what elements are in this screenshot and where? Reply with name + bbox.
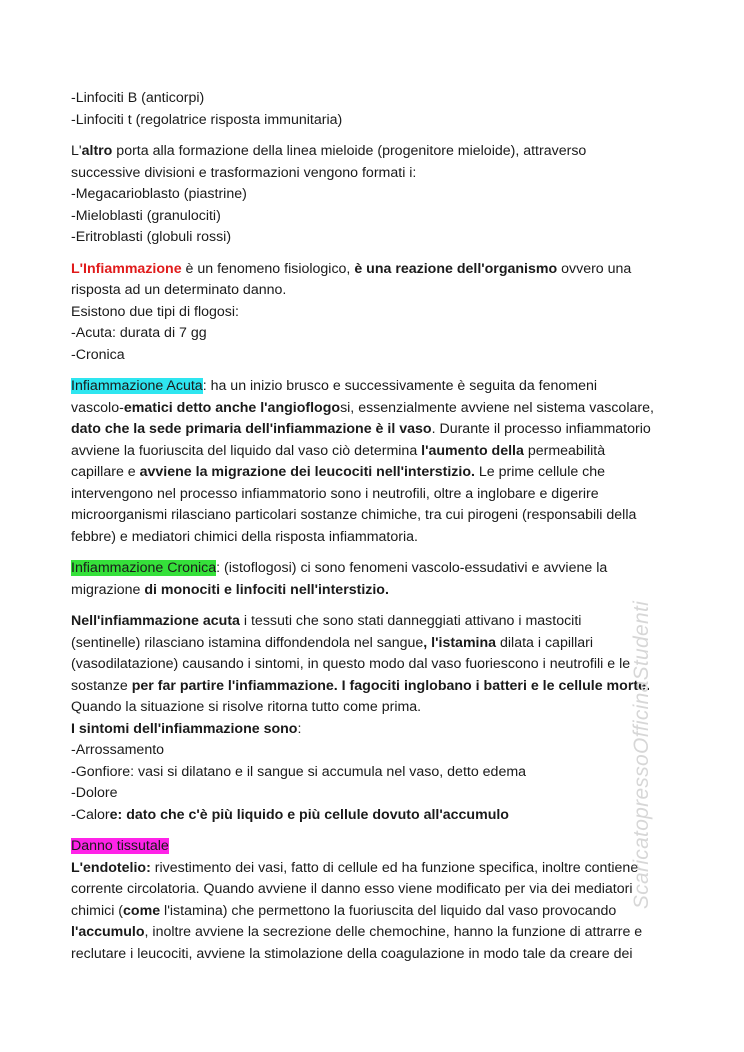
list-item: -Mieloblasti (granulociti) [71, 207, 221, 224]
text-line: (sentinelle) rilasciano istamina diffondendola nel sangue, l'istamina dilata i capillari [71, 634, 594, 651]
list-item: -Eritroblasti (globuli rossi) [71, 229, 232, 245]
text-line: risposta ad un determinato danno. [71, 282, 287, 298]
list-item: -Arrossamento [71, 742, 165, 758]
term-inflammation: L'Infiammazione [71, 260, 182, 277]
text-line: reclutare i leucociti, avviene la stimolazione della coagulazione in modo tale da creare dei [71, 945, 633, 962]
text-line [71, 836, 675, 858]
text-line: Infiammazione Acuta: ha un inizio brusco e successivamente è seguita da fenomeni [71, 378, 598, 394]
text-line: L'Infiammazione è un fenomeno fisiologico, è una reazione dell'organismo ovvero una [71, 260, 632, 277]
text-line: Esistono due tipi di flogosi: [71, 303, 239, 320]
text-line: Quando la situazione si risolve ritorna tutto come prima. [71, 699, 422, 715]
list-item: -Cronica [71, 346, 125, 363]
list-item: -Acuta: durata di 7 gg [71, 325, 207, 341]
text-line: sostanze per far partire l'infiammazione. I fagociti inglobano i batteri e le cellule morte. [71, 677, 650, 694]
text-line: (vasodilatazione) causando i sintomi, in questo modo dal vaso fuoriescono i neutrofili e le [71, 656, 631, 672]
heading-tissue-damage: Danno tissutale [71, 838, 169, 854]
text-line: vascolo-ematici detto anche l'angioflogosi, essenzialmente avviene nel sistema vascolare, [71, 399, 654, 416]
text-line: migrazione di monociti e linfociti nell'interstizio. [71, 581, 389, 598]
heading-acute-inflammation: Infiammazione Acuta [71, 378, 203, 394]
list-item: -Megacarioblasto (piastrine) [71, 186, 247, 202]
text-line: corrente circolatoria. Quando avviene il danno esso viene modificato per via dei mediatori [71, 881, 633, 897]
text-line: -Linfociti B (anticorpi) [71, 90, 205, 106]
text-line: l'accumulo, inoltre avviene la secrezione delle chemochine, hanno la funzione di attrarre e [71, 924, 643, 940]
text-line: Nell'infiammazione acuta i tessuti che sono stati danneggiati attivano i mastociti [71, 613, 582, 629]
text-line: L'endotelio: rivestimento dei vasi, fatto di cellule ed ha funzione specifica, inoltre contiene [71, 859, 639, 876]
text-line: capillare e avviene la migrazione dei leucociti nell'interstizio. Le prime cellule che [71, 464, 606, 480]
watermark-text: ScaricatopressoOfficinaStudenti [630, 600, 653, 910]
text-line: chimici (come l'istamina) che permettono la fuoriuscita del liquido dal vaso provocando [71, 902, 617, 919]
list-item: -Dolore [71, 785, 118, 801]
text-line: Infiammazione Cronica: (istoflogosi) ci sono fenomeni vascolo-essudativi e avviene la [71, 560, 608, 576]
heading-chronic-inflammation: Infiammazione Cronica [71, 560, 217, 576]
text-line: dato che la sede primaria dell'infiammazione è il vaso. Durante il processo infiammatorio [71, 421, 651, 437]
text-line: -Linfociti t (regolatrice risposta immunitaria) [71, 111, 343, 128]
text-line: successive divisioni e trasformazioni vengono formati i: [71, 164, 417, 181]
text-line: intervengono nel processo infiammatorio sono i neutrofili, oltre a inglobare e digerire [71, 485, 599, 502]
text-line: L'altro porta alla formazione della linea mieloide (progenitore mieloide), attraverso [71, 143, 587, 159]
text-line: avviene la fuoriuscita del liquido dal vaso ciò determina l'aumento della permeabilità [71, 442, 606, 459]
text-line: febbre) e mediatori chimici della risposta infiammatoria. [71, 528, 418, 545]
text-line: microorganismi rilasciano particolari sostanze chimiche, tra cui pirogeni (responsabili della [71, 507, 637, 523]
list-item: -Calore: dato che c'è più liquido e più cellule dovuto all'accumulo [71, 806, 509, 823]
text-line: I sintomi dell'infiammazione sono: [71, 720, 302, 737]
watermark [620, 530, 664, 980]
document-page [71, 88, 675, 965]
list-item: -Gonfiore: vasi si dilatano e il sangue si accumula nel vaso, detto edema [71, 763, 527, 780]
